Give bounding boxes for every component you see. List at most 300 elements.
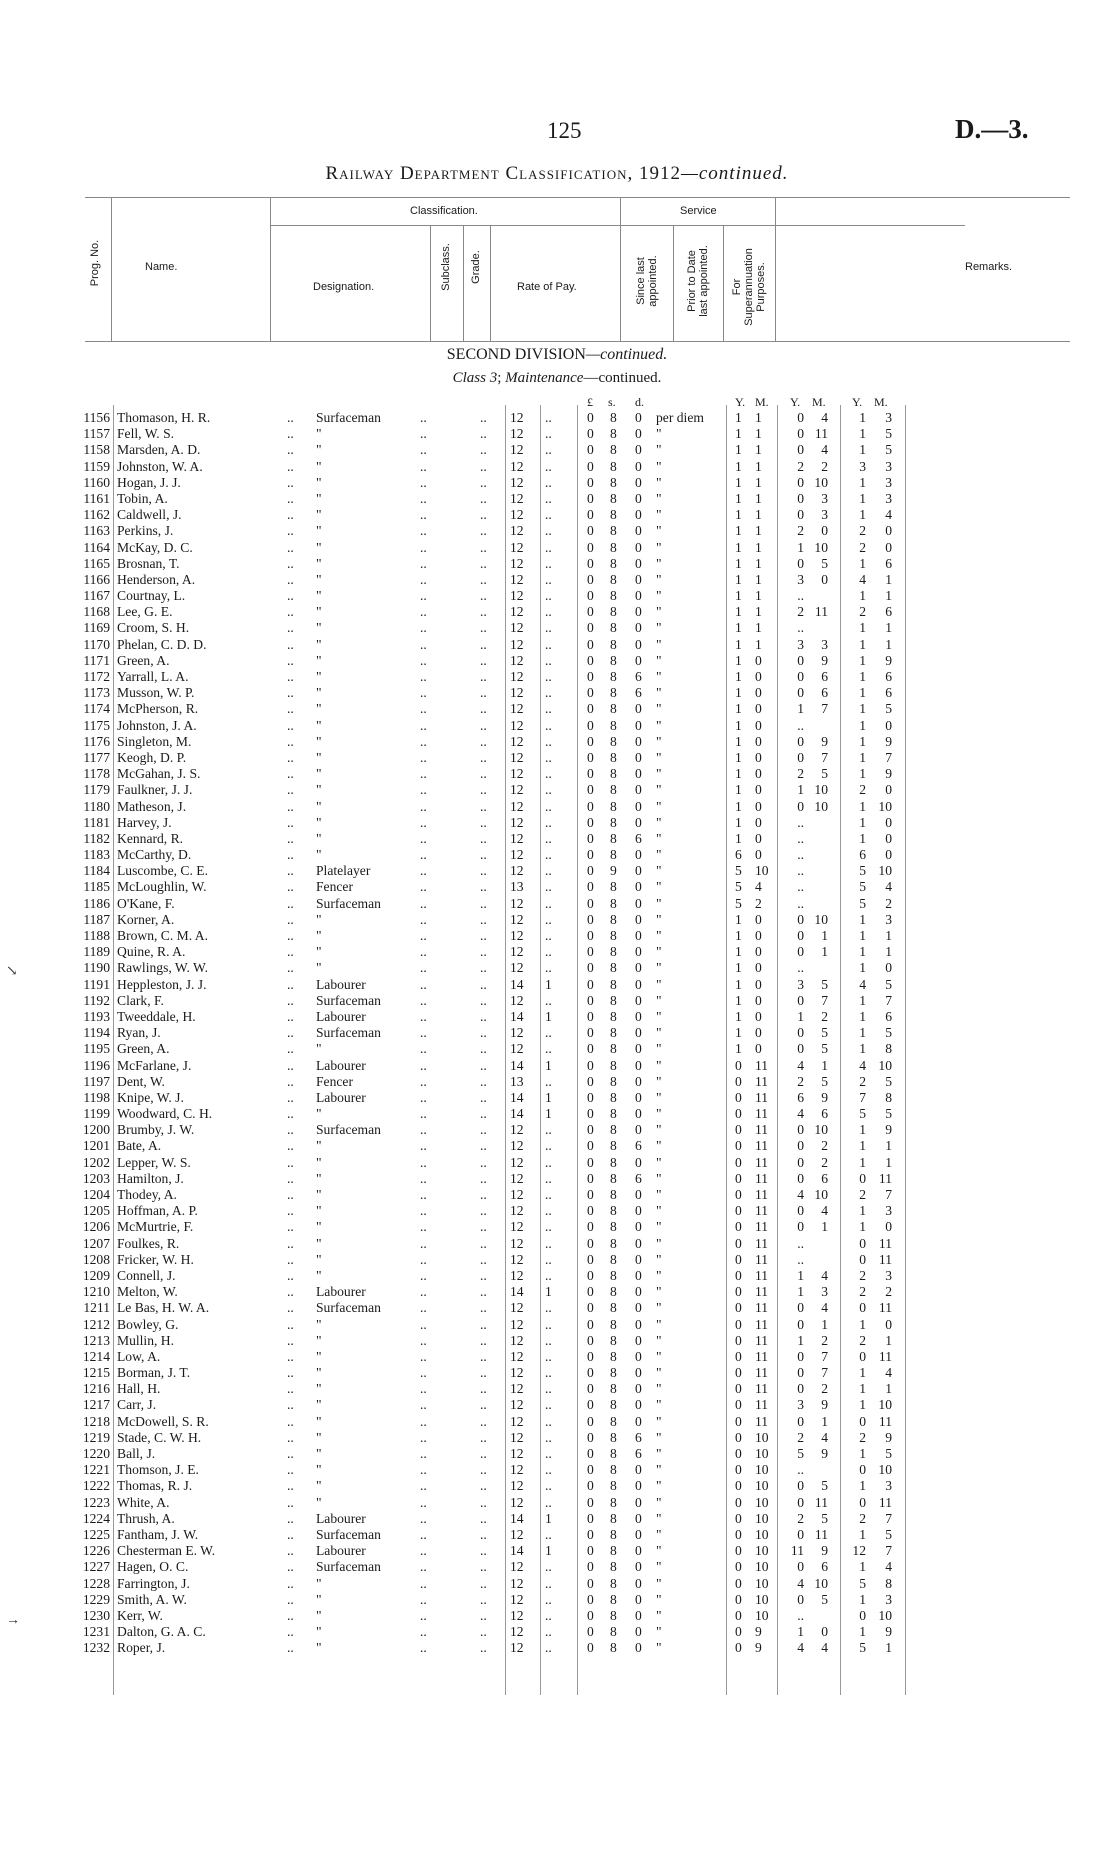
cell-name: Thomson, J. E. [117,1462,199,1478]
cell-fy: 1 [859,928,866,943]
leader-dots: .. [287,1284,294,1300]
cell-per: " [656,1219,662,1235]
leader-dots: .. [420,798,427,814]
margin-tick-mark: → [6,1613,20,1628]
leader-dots: .. [287,1526,294,1542]
cell-desig: " [316,523,322,539]
table-row [0,1236,1114,1252]
cell-pm: 5 [821,1073,828,1089]
cell-s: 8 [610,1154,617,1170]
leader-dots: .. [480,1591,487,1607]
cell-py: 0 [797,1154,804,1170]
cell-sm: 0 [755,701,762,717]
cell-d: 0 [635,474,642,490]
cell-per: " [656,539,662,555]
cell-fm: 7 [885,1510,892,1526]
cell-name: Marsden, A. D. [117,442,201,458]
table-row [0,540,1114,556]
cell-sy: 0 [735,1381,742,1397]
leader-dots: .. [287,1462,294,1478]
cell-d: 0 [635,1057,642,1073]
cell-per: " [656,733,662,749]
cell-py: 0 [797,944,804,960]
cell-sm: 11 [755,1138,769,1154]
cell-desig: " [316,1187,322,1202]
cell-per: " [656,1413,662,1429]
leader-dots: .. [287,1478,294,1494]
cell-name: Dent, W. [117,1073,165,1089]
cell-py: 1 [797,1284,804,1300]
cell-fy: 1 [859,749,866,765]
cell-name: Hagen, O. C. [117,1559,189,1575]
cell-sy: 0 [735,1591,742,1607]
leader-dots: .. [287,717,294,733]
cell-name: McDowell, S. R. [117,1413,209,1429]
cell-fy: 1 [859,1219,866,1235]
cell-d: 0 [635,1397,642,1413]
cell-py: 0 [797,1041,804,1057]
cell-fy: 6 [859,847,866,863]
cell-grade: .. [545,1624,552,1640]
cell-fm: 7 [885,749,892,765]
cell-name: Carr, J. [117,1397,157,1413]
cell-sm: 0 [755,847,762,863]
cell-sy: 1 [735,490,742,506]
cell-no: 1189 [83,944,110,960]
cell-d: 0 [635,1089,642,1105]
cell-sub: 12 [510,1446,524,1461]
leader-dots: .. [420,1154,427,1170]
cell-sm: 0 [755,928,762,943]
cell-fm: 1 [885,944,892,960]
cell-pm: 1 [821,1413,828,1429]
leader-dots: .. [287,976,294,992]
cell-sub: 12 [510,733,524,749]
cell-fm: 4 [885,1559,892,1575]
cell-s: 8 [610,571,617,587]
cell-sm: 1 [755,490,762,506]
cell-name: Borman, J. T. [117,1365,191,1381]
cell-pm: 11 [814,604,828,620]
cell-fm: 5 [885,442,892,458]
cell-sy: 0 [735,1089,742,1105]
cell-name: Fell, W. S. [117,426,175,442]
table-row [0,1511,1114,1527]
cell-name: Keogh, D. P. [117,749,187,765]
cell-no: 1162 [83,507,110,523]
cell-no: 1161 [83,490,110,506]
cell-l: 0 [587,1543,594,1559]
leader-dots: .. [480,1300,487,1316]
table-row [0,459,1114,475]
table-row [0,1608,1114,1624]
cell-desig: " [316,1446,322,1461]
cell-py: 0 [797,442,804,458]
cell-name: Smith, A. W. [117,1591,187,1607]
cell-desig: Labourer [316,1057,366,1073]
cell-desig: " [316,847,322,863]
leader-dots: .. [480,669,487,684]
leader-dots: .. [287,1348,294,1364]
cell-sub: 12 [510,1429,524,1445]
leader-dots: .. [420,426,427,442]
cell-per: " [656,507,662,523]
cell-per: " [656,1251,662,1267]
leader-dots: .. [480,1041,487,1057]
cell-fy: 1 [859,410,866,425]
cell-sm: 0 [755,960,762,976]
cell-sy: 0 [735,1575,742,1591]
table-row [0,1365,1114,1381]
leader-dots: .. [287,1575,294,1591]
cell-sub: 12 [510,782,524,798]
cell-desig: " [316,555,322,571]
cell-fm: 3 [885,1591,892,1607]
cell-d: 0 [635,604,642,620]
document-reference: D.—3. [955,114,1029,144]
cell-d: 0 [635,1332,642,1348]
cell-sub: 12 [510,1640,524,1656]
cell-sy: 0 [735,1154,742,1170]
cell-d: 0 [635,863,642,879]
cell-l: 0 [587,863,594,879]
cell-sm: 11 [755,1316,769,1332]
cell-sy: 6 [735,847,742,863]
cell-no: 1216 [82,1381,110,1397]
cell-grade: .. [545,895,552,911]
table-row [0,426,1114,442]
cell-fy: 4 [859,1057,866,1073]
header-service: Service [680,205,717,217]
cell-fm: 3 [885,410,892,425]
cell-sub: 12 [510,442,524,458]
leader-dots: .. [420,701,427,717]
cell-sub: 14 [510,1106,524,1122]
cell-grade: .. [545,1446,552,1461]
cell-sm: 11 [755,1397,769,1413]
leader-dots: .. [287,539,294,555]
cell-sub: 12 [510,1122,524,1138]
cell-no: 1173 [83,685,110,701]
leader-dots: .. [420,1300,427,1316]
cell-per: " [656,960,662,976]
cell-pm: 4 [821,1429,828,1445]
cell-py: 0 [797,685,804,701]
leader-dots: .. [480,1624,487,1640]
cell-grade: .. [545,410,552,425]
cell-d: 0 [635,1219,642,1235]
cell-d: 0 [635,1526,642,1542]
cell-desig: Labourer [316,1543,366,1559]
cell-per: " [656,879,662,895]
cell-fm: 4 [885,507,892,523]
cell-no: 1225 [82,1526,110,1542]
cell-d: 0 [635,1187,642,1202]
cell-sm: 10 [755,1462,769,1478]
leader-dots: .. [480,442,487,458]
leader-dots: .. [480,976,487,992]
leader-dots: .. [287,944,294,960]
cell-fm: 6 [885,555,892,571]
cell-py: .. [797,879,804,895]
leader-dots: .. [287,620,294,636]
cell-sub: 12 [510,571,524,587]
cell-fm: 0 [885,830,892,846]
cell-sm: 9 [755,1640,762,1656]
leader-dots: .. [480,782,487,798]
cell-desig: " [316,620,322,636]
table-row [0,1284,1114,1300]
table-row [0,1333,1114,1349]
cell-sy: 1 [735,976,742,992]
cell-sy: 0 [735,1640,742,1656]
cell-sub: 14 [510,976,524,992]
leader-dots: .. [480,1122,487,1138]
cell-grade: .. [545,1122,552,1138]
cell-sy: 1 [735,669,742,684]
cell-per: " [656,814,662,830]
cell-name: Knipe, W. J. [117,1089,184,1105]
cell-l: 0 [587,490,594,506]
cell-fm: 5 [885,1073,892,1089]
cell-d: 0 [635,1559,642,1575]
table-row [0,734,1114,750]
cell-d: 0 [635,1300,642,1316]
cell-l: 0 [587,1251,594,1267]
cell-sm: 0 [755,814,762,830]
cell-name: Kennard, R. [117,830,184,846]
cell-py: 4 [797,1187,804,1202]
table-row [0,620,1114,636]
cell-fy: 1 [859,733,866,749]
cell-name: Perkins, J. [117,523,174,539]
cell-grade: 1 [545,1089,552,1105]
cell-s: 8 [610,1559,617,1575]
cell-per: " [656,895,662,911]
cell-per: " [656,782,662,798]
cell-py: .. [797,620,804,636]
cell-pm: 6 [821,1559,828,1575]
cell-per: " [656,976,662,992]
cell-fm: 10 [878,1057,892,1073]
leader-dots: .. [480,1510,487,1526]
cell-s: 8 [610,911,617,927]
cell-desig: " [316,1397,322,1413]
cell-py: 0 [797,474,804,490]
cell-s: 8 [610,1413,617,1429]
leader-dots: .. [287,685,294,701]
cell-fy: 0 [859,1494,866,1510]
cell-py: 0 [797,490,804,506]
leader-dots: .. [287,1640,294,1656]
leader-dots: .. [287,879,294,895]
cell-pm: 3 [821,636,828,652]
cell-name: McFarlane, J. [117,1057,192,1073]
cell-desig: " [316,1348,322,1364]
cell-grade: .. [545,701,552,717]
leader-dots: .. [420,604,427,620]
cell-sy: 1 [735,604,742,620]
cell-per: " [656,490,662,506]
leader-dots: .. [480,798,487,814]
cell-l: 0 [587,474,594,490]
cell-grade: .. [545,1413,552,1429]
cell-per: " [656,636,662,652]
cell-sy: 1 [735,960,742,976]
cell-fy: 4 [859,976,866,992]
cell-per: " [656,442,662,458]
cell-fm: 0 [885,717,892,733]
cell-py: .. [797,1235,804,1251]
cell-sy: 1 [735,798,742,814]
cell-l: 0 [587,766,594,782]
cell-grade: .. [545,1478,552,1494]
cell-name: Green, A. [117,652,170,668]
table-row [0,1090,1114,1106]
cell-per: " [656,685,662,701]
table-row [0,1122,1114,1138]
cell-sm: 0 [755,733,762,749]
cell-sm: 11 [755,1235,769,1251]
leader-dots: .. [420,1138,427,1154]
cell-per: " [656,1624,662,1640]
leader-dots: .. [287,814,294,830]
cell-l: 0 [587,992,594,1008]
cell-per: " [656,604,662,620]
cell-desig: " [316,1413,322,1429]
leader-dots: .. [420,1478,427,1494]
cell-py: 4 [797,1575,804,1591]
cell-sm: 11 [755,1365,769,1381]
cell-sy: 1 [735,426,742,442]
cell-s: 8 [610,588,617,604]
leader-dots: .. [287,555,294,571]
cell-per: " [656,701,662,717]
cell-grade: .. [545,1559,552,1575]
cell-sm: 1 [755,636,762,652]
cell-sy: 1 [735,749,742,765]
cell-sm: 10 [755,1446,769,1461]
cell-grade: .. [545,620,552,636]
cell-desig: " [316,1251,322,1267]
cell-per: " [656,620,662,636]
cell-sm: 0 [755,749,762,765]
cell-sy: 0 [735,1397,742,1413]
cell-s: 8 [610,733,617,749]
cell-no: 1207 [82,1235,110,1251]
cell-fy: 0 [859,1235,866,1251]
cell-fm: 10 [878,1397,892,1413]
cell-desig: " [316,766,322,782]
cell-sub: 12 [510,539,524,555]
leader-dots: .. [287,1219,294,1235]
cell-name: Singleton, M. [117,733,192,749]
cell-fm: 3 [885,458,892,474]
table-row [0,863,1114,879]
cell-d: 0 [635,1462,642,1478]
leader-dots: .. [480,1106,487,1122]
cell-pm: 4 [821,1640,828,1656]
cell-name: Caldwell, J. [117,507,182,523]
table-row [0,1025,1114,1041]
table-row [0,1543,1114,1559]
cell-no: 1196 [83,1057,110,1073]
cell-fy: 1 [859,1365,866,1381]
cell-d: 0 [635,1041,642,1057]
leader-dots: .. [420,1041,427,1057]
cell-per: " [656,749,662,765]
cell-py: .. [797,1251,804,1267]
cell-s: 8 [610,474,617,490]
cell-l: 0 [587,1300,594,1316]
table-row [0,847,1114,863]
cell-sub: 12 [510,458,524,474]
cell-name: Le Bas, H. W. A. [117,1300,210,1316]
leader-dots: .. [287,507,294,523]
leader-dots: .. [480,555,487,571]
header-name: Name. [145,261,178,273]
cell-pm: 11 [814,1494,828,1510]
leader-dots: .. [287,1413,294,1429]
leader-dots: .. [420,1089,427,1105]
cell-sub: 12 [510,1300,524,1316]
leader-dots: .. [420,1122,427,1138]
table-row [0,1187,1114,1203]
cell-name: McPherson, R. [117,701,199,717]
cell-l: 0 [587,1607,594,1623]
cell-pm: 5 [821,1510,828,1526]
cell-fm: 9 [885,733,892,749]
leader-dots: .. [287,1332,294,1348]
cell-per: " [656,1348,662,1364]
cell-grade: 1 [545,976,552,992]
cell-desig: " [316,442,322,458]
cell-fy: 1 [859,620,866,636]
cell-fy: 1 [859,685,866,701]
cell-per: " [656,1640,662,1656]
cell-per: " [656,1008,662,1024]
leader-dots: .. [287,410,294,425]
cell-fm: 0 [885,782,892,798]
cell-sm: 1 [755,604,762,620]
table-row [0,1462,1114,1478]
cell-name: Harvey, J. [117,814,172,830]
leader-dots: .. [287,1235,294,1251]
cell-grade: .. [545,1575,552,1591]
cell-l: 0 [587,701,594,717]
cell-sub: 12 [510,798,524,814]
leader-dots: .. [480,944,487,960]
cell-py: .. [797,863,804,879]
cell-sy: 1 [735,911,742,927]
cell-name: Bate, A. [117,1138,162,1154]
cell-per: " [656,1316,662,1332]
cell-d: 0 [635,1543,642,1559]
cell-fm: 10 [878,1607,892,1623]
cell-s: 8 [610,782,617,798]
cell-pm: 2 [821,458,828,474]
cell-s: 8 [610,798,617,814]
leader-dots: .. [287,701,294,717]
cell-d: 0 [635,733,642,749]
cell-pm: 11 [814,1526,828,1542]
table-row [0,653,1114,669]
cell-sub: 12 [510,944,524,960]
cell-grade: .. [545,1462,552,1478]
header-grade: Grade. [470,250,482,284]
cell-l: 0 [587,1624,594,1640]
cell-grade: .. [545,636,552,652]
